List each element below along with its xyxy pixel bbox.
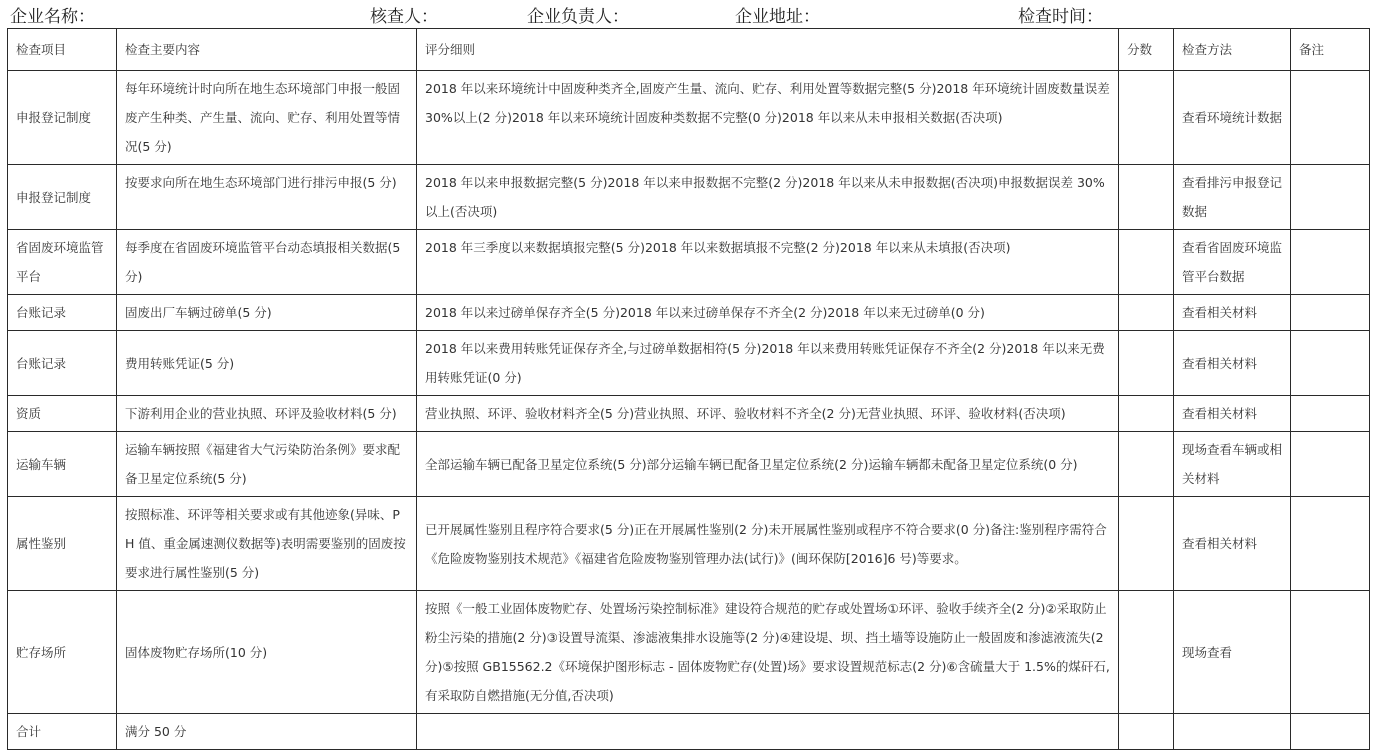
score-cell[interactable] (1119, 71, 1174, 165)
note-cell[interactable] (1291, 497, 1370, 591)
check-content: 固废出厂车辆过磅单(5 分) (117, 295, 417, 331)
check-method: 现场查看 (1174, 591, 1291, 714)
table-row (8, 230, 1370, 295)
score-cell[interactable] (1119, 331, 1174, 396)
check-content: 每季度在省固废环境监管平台动态填报相关数据(5 分) (117, 230, 417, 295)
check-item: 申报登记制度 (8, 71, 117, 165)
note-cell[interactable] (1291, 432, 1370, 497)
scoring-rule: 2018 年以来申报数据完整(5 分)2018 年以来申报数据不完整(2 分)2018 年以来从未申报数据(否决项)申报数据误差 30%以上(否决项) (417, 165, 1119, 230)
note-cell[interactable] (1291, 165, 1370, 230)
table-row (8, 331, 1370, 396)
check-method (1174, 714, 1291, 750)
check-content: 按要求向所在地生态环境部门进行排污申报(5 分) (117, 165, 417, 230)
scoring-rule: 2018 年三季度以来数据填报完整(5 分)2018 年以来数据填报不完整(2 分)2018 年以来从未填报(否决项) (417, 230, 1119, 295)
column-header-score: 分数 (1119, 29, 1174, 71)
score-cell[interactable] (1119, 396, 1174, 432)
check-method: 查看相关材料 (1174, 331, 1291, 396)
scoring-rule: 2018 年以来过磅单保存齐全(5 分)2018 年以来过磅单保存不齐全(2 分)2018 年以来无过磅单(0 分) (417, 295, 1119, 331)
check-content: 按照标准、环评等相关要求或有其他迹象(异味、PH 值、重金属速测仪数据等)表明需要鉴别的固废按要求进行属性鉴别(5 分) (117, 497, 417, 591)
check-method: 查看省固废环境监管平台数据 (1174, 230, 1291, 295)
check-item: 申报登记制度 (8, 165, 117, 230)
table-header-row (8, 29, 1370, 71)
table-row (8, 591, 1370, 714)
note-cell[interactable] (1291, 396, 1370, 432)
total-score-cell[interactable] (1119, 714, 1174, 750)
total-row (8, 714, 1370, 750)
check-item: 贮存场所 (8, 591, 117, 714)
inspector-label: 核查人： (370, 7, 438, 27)
check-content: 每年环境统计时向所在地生态环境部门申报一般固废产生种类、产生量、流向、贮存、利用处置等情况(5 分) (117, 71, 417, 165)
check-item: 资质 (8, 396, 117, 432)
check-content: 费用转账凭证(5 分) (117, 331, 417, 396)
note-cell[interactable] (1291, 230, 1370, 295)
scoring-rule: 按照《一般工业固体废物贮存、处置场污染控制标准》建设符合规范的贮存或处置场①环评、验收手续齐全(2 分)②采取防止粉尘污染的措施(2 分)③设置导流渠、渗滤液集排水设施等(2 分)④建设堤、坝、挡土墙等设施防止一般固废和渗滤液流失(2 分)⑤按照 GB15562.2《环境保护图形标志 - 固体废物贮存(处置)场》要求设置规范标志(2 分)⑥含硫量大于 1.5%的煤矸石,有采取防自燃措施(无分值,否决项) (417, 591, 1119, 714)
column-header-method: 检查方法 (1174, 29, 1291, 71)
score-cell[interactable] (1119, 165, 1174, 230)
inspection-date-label: 检查时间： (1018, 7, 1103, 27)
scoring-rule: 营业执照、环评、验收材料齐全(5 分)营业执照、环评、验收材料不齐全(2 分)无营业执照、环评、验收材料(否决项) (417, 396, 1119, 432)
table-row (8, 295, 1370, 331)
scoring-rule: 全部运输车辆已配备卫星定位系统(5 分)部分运输车辆已配备卫星定位系统(2 分)运输车辆都未配备卫星定位系统(0 分) (417, 432, 1119, 497)
scoring-rule: 已开展属性鉴别且程序符合要求(5 分)正在开展属性鉴别(2 分)未开展属性鉴别或程序不符合要求(0 分)备注:鉴别程序需符合《危险废物鉴别技术规范》《福建省危险废物鉴别管理办法(试行)》(闽环保防[2016]6 号)等要求。 (417, 497, 1119, 591)
scoring-rule: 2018 年以来环境统计中固废种类齐全,固废产生量、流向、贮存、利用处置等数据完整(5 分)2018 年环境统计固废数量误差 30%以上(2 分)2018 年以来环境统计固废种类数据不完整(0 分)2018 年以来从未申报相关数据(否决项) (417, 71, 1119, 165)
company-name-label: 企业名称： (10, 7, 95, 27)
check-item: 属性鉴别 (8, 497, 117, 591)
check-method: 查看环境统计数据 (1174, 71, 1291, 165)
table-row (8, 497, 1370, 591)
check-item: 省固废环境监管平台 (8, 230, 117, 295)
scoring-rule (417, 714, 1119, 750)
note-cell[interactable] (1291, 714, 1370, 750)
total-full-score: 满分 50 分 (117, 714, 417, 750)
form-header (0, 0, 1373, 28)
column-header-item: 检查项目 (8, 29, 117, 71)
check-method: 查看相关材料 (1174, 396, 1291, 432)
table-row (8, 71, 1370, 165)
check-method: 查看排污申报登记数据 (1174, 165, 1291, 230)
check-item: 台账记录 (8, 331, 117, 396)
check-content: 运输车辆按照《福建省大气污染防治条例》要求配备卫星定位系统(5 分) (117, 432, 417, 497)
column-header-note: 备注 (1291, 29, 1370, 71)
note-cell[interactable] (1291, 331, 1370, 396)
check-content: 下游利用企业的营业执照、环评及验收材料(5 分) (117, 396, 417, 432)
check-method: 现场查看车辆或相关材料 (1174, 432, 1291, 497)
note-cell[interactable] (1291, 295, 1370, 331)
check-method: 查看相关材料 (1174, 295, 1291, 331)
column-header-content: 检查主要内容 (117, 29, 417, 71)
check-content: 固体废物贮存场所(10 分) (117, 591, 417, 714)
total-label: 合计 (8, 714, 117, 750)
check-method: 查看相关材料 (1174, 497, 1291, 591)
score-cell[interactable] (1119, 230, 1174, 295)
check-item: 台账记录 (8, 295, 117, 331)
note-cell[interactable] (1291, 71, 1370, 165)
score-cell[interactable] (1119, 432, 1174, 497)
score-cell[interactable] (1119, 295, 1174, 331)
inspection-table (7, 28, 1370, 750)
score-cell[interactable] (1119, 591, 1174, 714)
table-row (8, 396, 1370, 432)
responsible-person-label: 企业负责人： (527, 7, 629, 27)
column-header-rule: 评分细则 (417, 29, 1119, 71)
table-row (8, 165, 1370, 230)
score-cell[interactable] (1119, 497, 1174, 591)
company-address-label: 企业地址： (735, 7, 820, 27)
table-row (8, 432, 1370, 497)
check-item: 运输车辆 (8, 432, 117, 497)
note-cell[interactable] (1291, 591, 1370, 714)
scoring-rule: 2018 年以来费用转账凭证保存齐全,与过磅单数据相符(5 分)2018 年以来费用转账凭证保存不齐全(2 分)2018 年以来无费用转账凭证(0 分) (417, 331, 1119, 396)
